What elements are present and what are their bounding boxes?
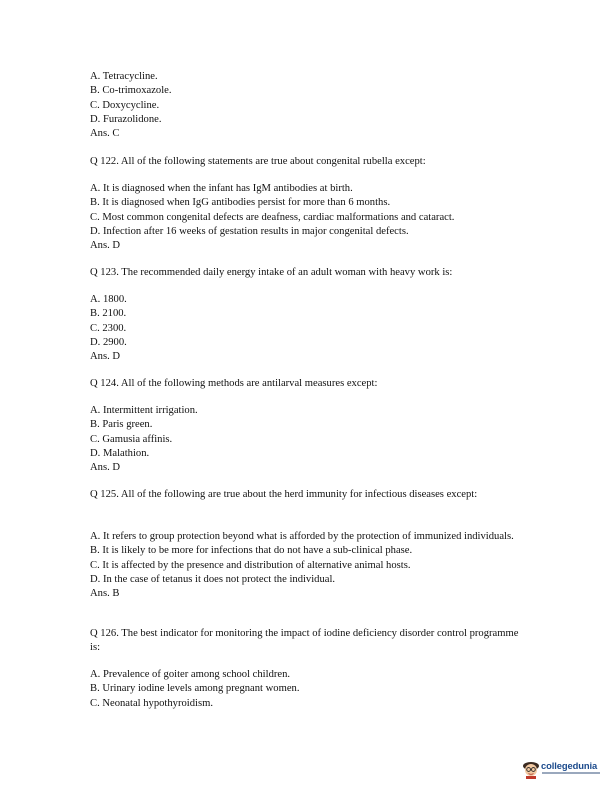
question-123 — [90, 266, 530, 280]
question-text: Q 126. The best indicator for monitoring the impact of iodine deficiency disorder control programme is: — [90, 628, 519, 654]
answer: Ans. D — [90, 351, 121, 363]
option-c: C. Gamusia affinis. — [90, 433, 173, 445]
option-a: A. 1800. — [90, 294, 127, 305]
option-c: C. Neonatal hypothyroidism. — [90, 697, 213, 709]
answer: Ans. D — [90, 462, 121, 474]
collegedunia-logo — [522, 757, 602, 783]
option-c: C. It is affected by the presence and distribution of alternative animal hosts. — [90, 559, 411, 571]
logo-wordmark: collegedunia — [541, 760, 598, 771]
logo-tagline-bar — [542, 772, 600, 774]
option-b: B. Co-trimoxazole. — [90, 85, 172, 97]
option-d: D. Infection after 16 weeks of gestation results in major congenital defects. — [90, 225, 409, 237]
answer: Ans. C — [90, 128, 120, 140]
question-text: Q 122. All of the following statements are true about congenital rubella except: — [90, 156, 426, 167]
option-a: A. Prevalence of goiter among school children. — [90, 669, 291, 680]
option-b: B. It is diagnosed when IgG antibodies persist for more than 6 months. — [90, 197, 391, 209]
question-124 — [90, 377, 530, 391]
option-c: C. 2300. — [90, 322, 127, 334]
option-d: D. Malathion. — [90, 447, 150, 459]
option-a: A. Tetracycline. — [90, 71, 158, 82]
option-c: C. Doxycycline. — [90, 99, 160, 111]
option-a: A. Intermittent irrigation. — [90, 405, 198, 416]
question-126-options — [90, 668, 530, 711]
question-122 — [90, 155, 530, 169]
question-text: Q 125. All of the following are true about the herd immunity for infectious diseases except: — [90, 489, 478, 500]
answer: Ans. D — [90, 240, 121, 252]
question-text: Q 124. All of the following methods are antilarval measures except: — [90, 378, 378, 389]
option-a: A. It refers to group protection beyond what is afforded by the protection of immunized individuals. — [90, 531, 514, 542]
question-126 — [90, 627, 530, 656]
option-b: B. Urinary iodine levels among pregnant women. — [90, 683, 300, 695]
question-text: Q 123. The recommended daily energy intake of an adult woman with heavy work is: — [90, 267, 453, 278]
option-d: D. Furazolidone. — [90, 113, 162, 125]
question-124-options — [90, 404, 530, 475]
question-125-options — [90, 530, 520, 601]
option-d: D. 2900. — [90, 336, 127, 348]
question-125 — [90, 488, 520, 502]
question-122-options — [90, 182, 530, 253]
question-121-tail — [90, 70, 530, 141]
option-c: C. Most common congenital defects are deafness, cardiac malformations and cataract. — [90, 211, 455, 223]
option-b: B. It is likely to be more for infections that do not have a sub-clinical phase. — [90, 545, 413, 557]
question-123-options — [90, 293, 530, 364]
mascot-icon — [522, 759, 540, 779]
option-a: A. It is diagnosed when the infant has IgM antibodies at birth. — [90, 183, 353, 194]
option-d: D. In the case of tetanus it does not protect the individual. — [90, 573, 336, 585]
option-b: B. 2100. — [90, 308, 127, 320]
option-b: B. Paris green. — [90, 419, 153, 431]
answer: Ans. B — [90, 588, 120, 600]
